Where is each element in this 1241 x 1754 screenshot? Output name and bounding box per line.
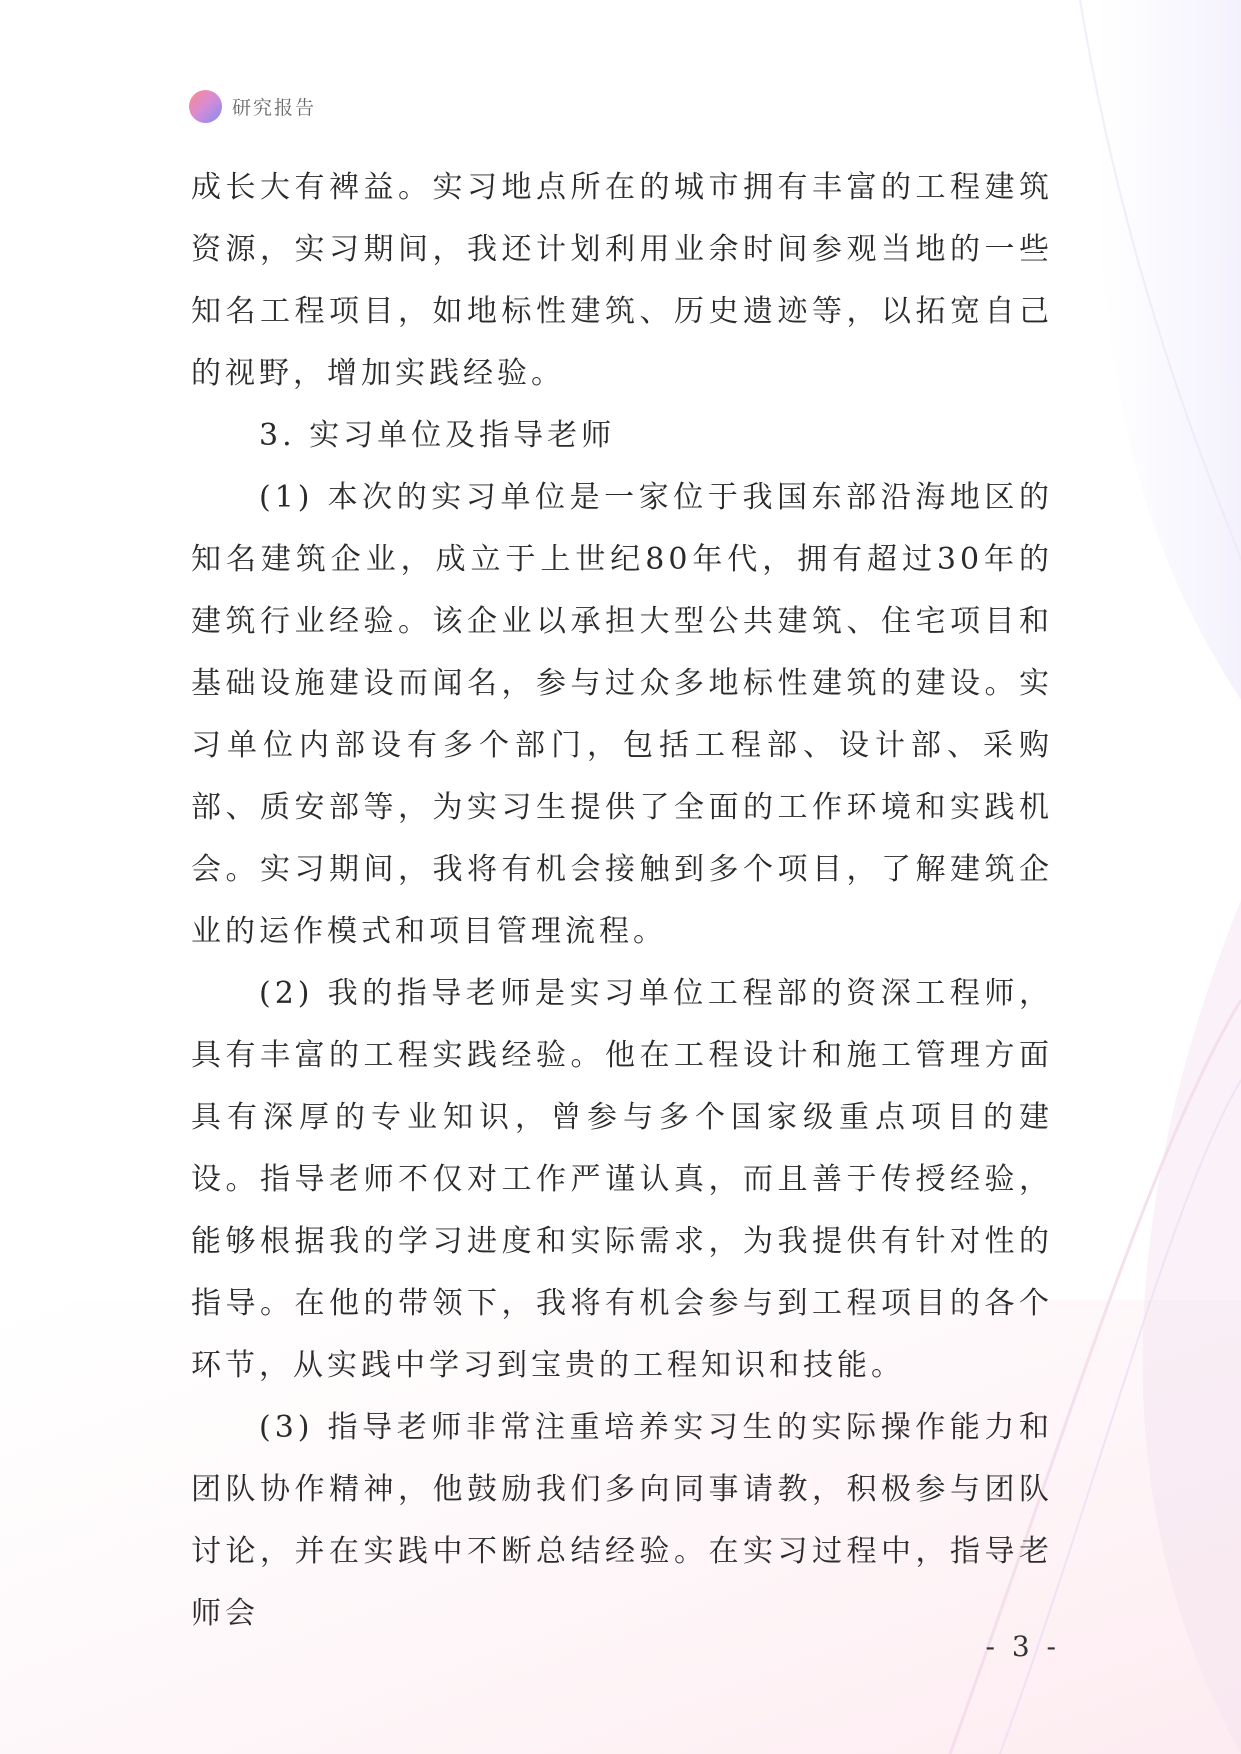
paragraph-continuation: 成长大有裨益。实习地点所在的城市拥有丰富的工程建筑资源，实习期间，我还计划利用业余时间参观当地的一些知名工程项目，如地标性建筑、历史遗迹等，以拓宽自己的视野，增加实践经验。 xyxy=(191,170,1053,391)
paragraph-1: (1) 本次的实习单位是一家位于我国东部沿海地区的知名建筑企业，成立于上世纪80年代，拥有超过30年的建筑行业经验。该企业以承担大型公共建筑、住宅项目和基础设施建设而闻名，参与过众多地标性建筑的建设。实习单位内部设有多个部门，包括工程部、设计部、采购部、质安部等，为实习生提供了全面的工作环境和实践机会。实习期间，我将有机会接触到多个项目，了解建筑企业的运作模式和项目管理流程。 xyxy=(191,480,1053,949)
paragraph-2: (2) 我的指导老师是实习单位工程部的资深工程师，具有丰富的工程实践经验。他在工程设计和施工管理方面具有深厚的专业知识，曾参与多个国家级重点项目的建设。指导老师不仅对工作严谨认真，而且善于传授经验，能够根据我的学习进度和实际需求，为我提供有针对性的指导。在他的带领下，我将有机会参与到工程项目的各个环节，从实践中学习到宝贵的工程知识和技能。 xyxy=(191,976,1053,1383)
logo-circle-icon xyxy=(189,90,222,123)
document-body xyxy=(191,157,1053,1645)
section-heading: 3. 实习单位及指导老师 xyxy=(259,418,616,453)
paragraph-3: (3) 指导老师非常注重培养实习生的实际操作能力和团队协作精神，他鼓励我们多向同事请教，积极参与团队讨论，并在实践中不断总结经验。在实习过程中，指导老师会 xyxy=(191,1410,1053,1631)
page-number: - 3 - xyxy=(985,1630,1060,1663)
header-title: 研究报告 xyxy=(232,96,317,119)
report-header xyxy=(189,89,316,123)
